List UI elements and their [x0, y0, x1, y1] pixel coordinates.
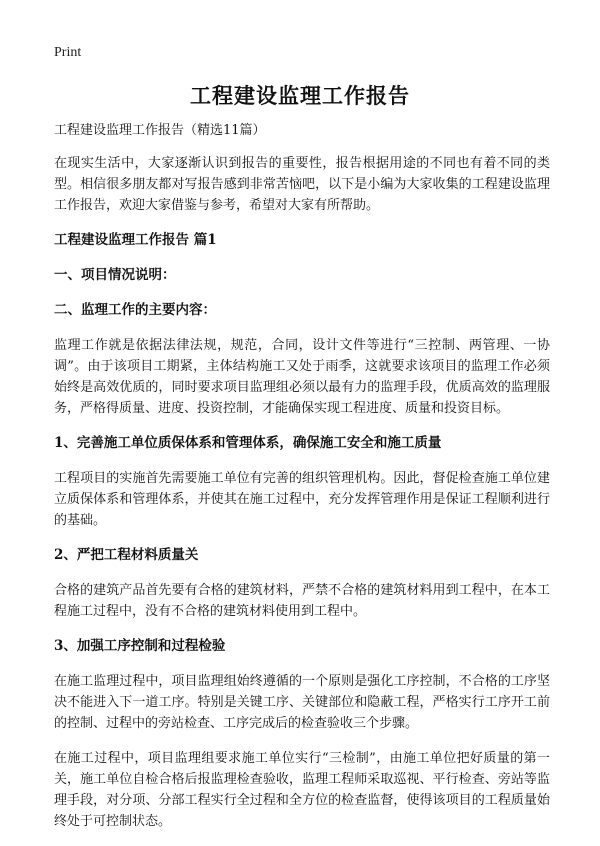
article-heading: 工程建设监理工作报告 篇1 [54, 232, 217, 248]
section-heading-1: 一、项目情况说明： [54, 267, 176, 283]
paragraph-process-control: 在施工监理过程中，项目监理组始终遵循的一个原则是强化工序控制，不合格的工序坚决不能进入下一道工序。特别是关键工序、关键部位和隐蔽工程，严格实行工序开工前的控制、过程中的旁站检查、工序完成后的检查验收三个步骤。 [54, 674, 550, 731]
intro-paragraph: 在现实生活中，大家逐渐认识到报告的重要性，报告根据用途的不同也有着不同的类型。相信很多朋友都对写报告感到非常苦恼吧，以下是小编为大家收集的工程建设监理工作报告，欢迎大家借鉴与参考，希望对大家有所帮助。 [54, 156, 550, 213]
paragraph-three-checks: 在施工过程中，项目监理组要求施工单位实行“三检制”，由施工单位把好质量的第一关，施工单位自检合格后报监理检查验收，监理工程师采取巡视、平行检查、旁站等监理手段，对分项、分部工程实行全过程和全方位的检查监督，使得该项目的工程质量始终处于可控制状态。 [54, 751, 550, 829]
subheading-quality-system: 1、完善施工单位质保体系和管理体系，确保施工安全和施工质量 [54, 435, 442, 451]
paragraph-quality-system: 工程项目的实施首先需要施工单位有完善的组织管理机构。因此，督促检查施工单位建立质保体系和管理体系，并使其在施工过程中，充分发挥管理作用是保证工程顺利进行的基础。 [54, 471, 550, 528]
paragraph-supervision-content: 监理工作就是依据法律法规，规范，合同，设计文件等进行“三控制、两管理、一协调”。由于该项目工期紧，主体结构施工又处于雨季，这就要求该项目的监理工作必须始终是高效优质的，同时要求项目监理组必须以最有力的监理手段，优质高效的监理服务，严格得质量、进度、投资控制，才能确保实现工程进度、质量和投资目标。 [54, 338, 550, 416]
subheading-process-control: 3、加强工序控制和过程检验 [54, 638, 226, 654]
section-heading-2: 二、监理工作的主要内容： [54, 302, 216, 318]
paragraph-material-quality: 合格的建筑产品首先要有合格的建筑材料，严禁不合格的建筑材料用到工程中，在本工程施工过程中，没有不合格的建筑材料使用到工程中。 [54, 583, 550, 619]
print-label: Print [54, 45, 82, 60]
document-title: 工程建设监理工作报告 [190, 83, 410, 108]
document-body [54, 120, 550, 846]
subheading-material-quality: 2、严把工程材料质量关 [54, 547, 199, 563]
document-subtitle: 工程建设监理工作报告（精选11篇） [54, 123, 266, 138]
